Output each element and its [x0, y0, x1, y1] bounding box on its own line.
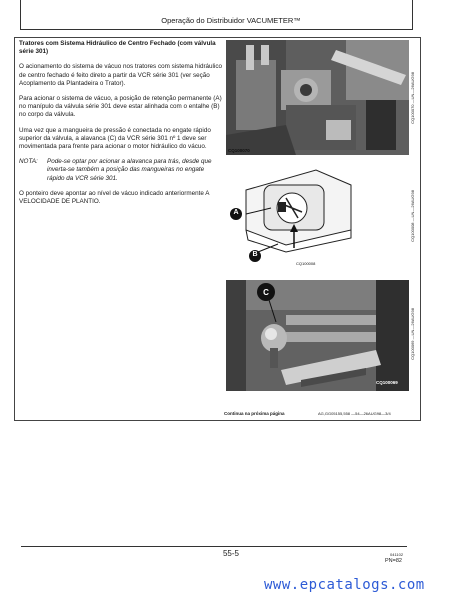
figure-3-caption: CQ100069 — [376, 380, 398, 385]
paragraph-2: Para acionar o sistema de vácuo, a posição de retenção permanente (A) no manípulo da válvula série 301 deve estar alinhada com o entalhe (B) no corpo da válvula. — [19, 95, 222, 119]
figure-3-illustration — [226, 280, 409, 391]
section-heading: Tratores com Sistema Hidráulico de Centro Fechado (com válvula série 301) — [19, 40, 216, 56]
paragraph-1: O acionamento do sistema de vácuo nos tratores com sistema hidráulico de centro fechado é feito direto a partir da VCR série 301 (ver seção Acoplamento da Plantadeira o Trator). — [19, 63, 222, 87]
figure-3-photo — [226, 280, 409, 391]
note-label: NOTA: — [19, 158, 38, 166]
figure-2-caption: CQ100008 — [296, 261, 316, 266]
page-number: 55-5 — [222, 549, 239, 558]
page-header — [0, 0, 462, 29]
callout-c: C — [263, 288, 269, 297]
page-title: Operação do Distribuidor VACUMETER™ — [161, 16, 301, 25]
figure-2-diagram — [226, 160, 409, 275]
figure-3-side-code: CQ100069 —UN—26AUG98 — [410, 308, 415, 360]
figure-1-illustration — [226, 40, 409, 155]
continued-note: Continua na próxima página — [224, 411, 285, 416]
figure-2-side-code: CQ100008 —UN—26AUG98 — [410, 190, 415, 242]
watermark-text: www.epcatalogs.com — [264, 577, 425, 593]
header-rule-bottom — [20, 29, 413, 30]
date-code: 041102 — [390, 552, 404, 557]
instruction-text — [19, 40, 222, 213]
figure-1-caption: CQ100070 — [228, 148, 250, 153]
callout-b: B — [252, 251, 258, 258]
paragraph-3: Uma vez que a mangueira de pressão é conectada no engate rápido superior da válvula, a alavanca (C) da VCR série 301 nº 1 deve ser movimentada para frente para acionar o motor hidráulico do vácuo. — [19, 126, 211, 151]
bottom-rule — [21, 546, 407, 547]
callout-a: A — [233, 209, 239, 216]
reference-code: AG,GG05155,558 —54—26AUG98—3/4 — [318, 411, 391, 416]
figure-1-photo — [226, 40, 409, 155]
paragraph-4: O ponteiro deve apontar ao nível de vácuo indicado anteriormente A VELOCIDADE DE PLANTIO. — [19, 189, 210, 206]
note-text: Pode-se optar por acionar a alavanca para trás, desde que inverta-se também a posição das mangueiras no engate rápido da VCR série 301. — [47, 158, 212, 182]
pn-code: PN=82 — [385, 558, 402, 564]
figure-1-side-code: CQ100070 —UN—26AUG98 — [410, 72, 415, 124]
note-block — [19, 158, 222, 183]
